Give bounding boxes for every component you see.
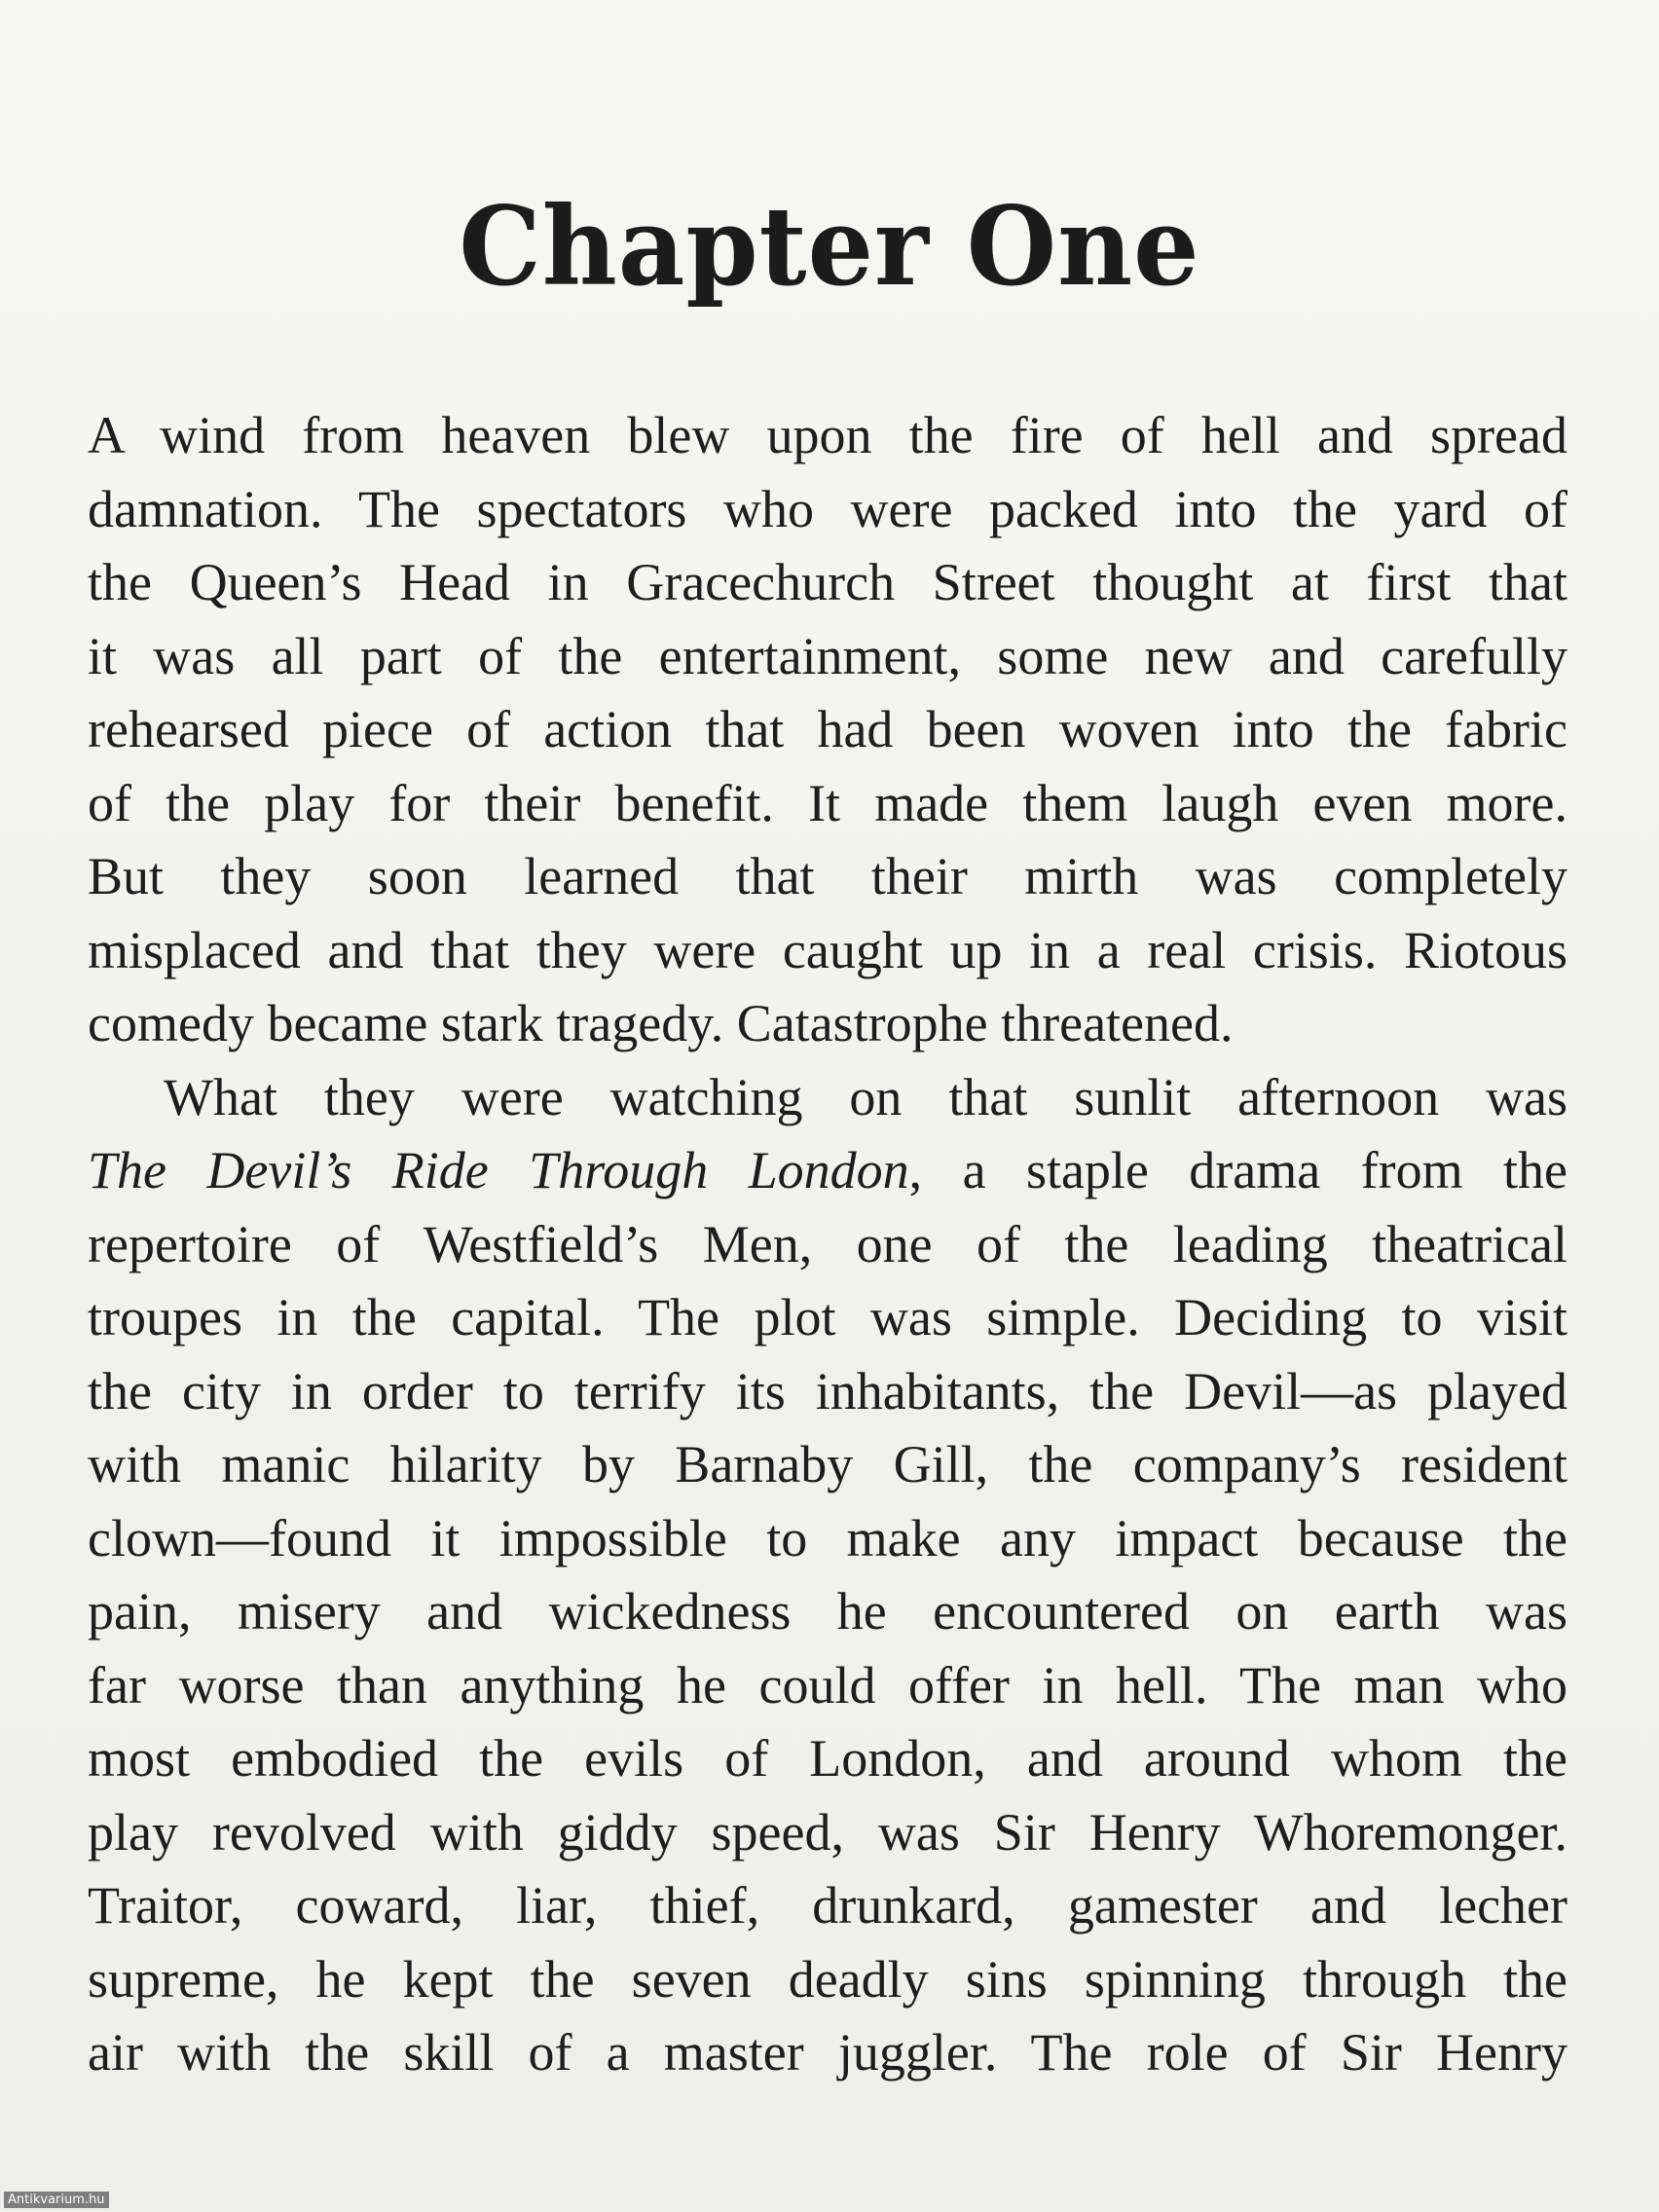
text-line: with manic hilarity by Barnaby Gill, the company’s resident: [88, 1435, 1567, 1493]
text-line: A wind from heaven blew upon the fire of hell and spread: [88, 406, 1567, 464]
text-line: of the play for their benefit. It made them laugh even more.: [88, 773, 1567, 832]
text-line: clown—found it impossible to make any impact because the: [88, 1508, 1567, 1567]
text-line: troupes in the capital. The plot was simple. Deciding to visit: [88, 1288, 1567, 1346]
play-title: The Devil’s Ride Through London: [88, 1141, 909, 1199]
text-line: misplaced and that they were caught up in a real crisis. Riotous: [88, 920, 1567, 979]
text-line: it was all part of the entertainment, some new and carefully: [88, 626, 1567, 685]
text-line: pain, misery and wickedness he encountered on earth was: [88, 1582, 1567, 1641]
text-line: repertoire of Westfield’s Men, one of the leading theatrical: [88, 1214, 1567, 1273]
text-line: air with the skill of a master juggler. The role of Sir Henry: [88, 2023, 1567, 2082]
text-line: most embodied the evils of London, and around whom the: [88, 1729, 1567, 1788]
text-line: the city in order to terrify its inhabitants, the Devil—as played: [88, 1361, 1567, 1420]
chapter-body: [88, 399, 1567, 2090]
text-line: What they were watching on that sunlit afternoon was: [164, 1067, 1567, 1126]
text-line: supreme, he kept the seven deadly sins spinning through the: [88, 1949, 1567, 2009]
text-line: comedy became stark tragedy. Catastrophe threatened.: [88, 994, 1234, 1052]
site-watermark: Antikvarium.hu: [4, 2192, 109, 2208]
chapter-heading: Chapter One: [459, 181, 1200, 311]
text-line: Traitor, coward, liar, thief, drunkard, gamester and lecher: [88, 1876, 1567, 1935]
text-line: play revolved with giddy speed, was Sir Henry Whoremonger.: [88, 1802, 1567, 1862]
text-line: damnation. The spectators who were packed into the yard of: [88, 479, 1567, 538]
text-line: But they soon learned that their mirth was completely: [88, 847, 1567, 905]
text-line-with-title: [88, 1134, 1567, 1208]
text-fragment: , a staple drama from the: [908, 1141, 1567, 1199]
text-line: rehearsed piece of action that had been woven into the fabric: [88, 700, 1567, 758]
text-line: the Queen’s Head in Gracechurch Street thought at first that: [88, 553, 1567, 611]
text-line: far worse than anything he could offer in hell. The man who: [88, 1655, 1567, 1714]
